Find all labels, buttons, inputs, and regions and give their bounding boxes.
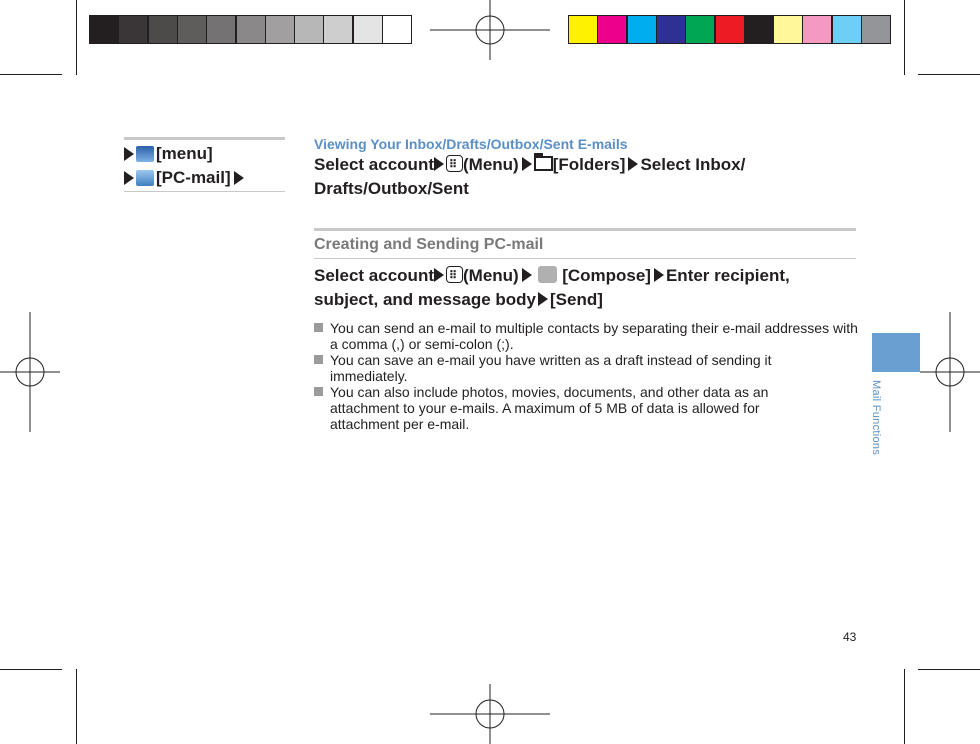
sidebar-top-rule — [124, 137, 285, 140]
sidebar-bottom-rule — [124, 191, 285, 192]
color-swatch — [294, 15, 324, 44]
creating-section-title: Creating and Sending PC-mail — [314, 236, 544, 253]
color-swatch — [861, 15, 891, 44]
bullet-square-icon — [314, 323, 323, 332]
menu-label: [menu] — [156, 144, 213, 163]
color-swatch — [148, 15, 178, 44]
color-swatch — [353, 15, 383, 44]
arrow-right-icon — [124, 171, 134, 185]
bullet-square-icon — [314, 355, 323, 364]
registration-target-bottom — [430, 684, 550, 744]
color-swatch — [802, 15, 832, 44]
crop-mark — [76, 669, 77, 744]
registration-target-left — [0, 312, 60, 432]
color-swatch — [597, 15, 627, 44]
arrow-right-icon — [434, 157, 444, 171]
color-swatch — [118, 15, 148, 44]
color-swatch — [177, 15, 207, 44]
color-swatch — [656, 15, 686, 44]
arrow-right-icon — [522, 157, 532, 171]
arrow-right-icon — [628, 157, 638, 171]
color-swatch — [832, 15, 862, 44]
page-number: 43 — [843, 630, 857, 644]
arrow-right-icon — [124, 147, 134, 161]
color-swatch — [568, 15, 598, 44]
chapter-tab-label: Mail Functions — [870, 380, 882, 456]
color-swatch — [89, 15, 119, 44]
pc-mail-icon — [136, 170, 154, 186]
arrow-right-icon — [654, 268, 664, 282]
bullet-square-icon — [314, 387, 323, 396]
color-swatch — [236, 15, 266, 44]
arrow-right-icon — [522, 268, 532, 282]
pc-mail-label: [PC-mail] — [156, 168, 231, 187]
arrow-right-icon — [234, 171, 244, 185]
color-swatch — [744, 15, 774, 44]
menu-key-icon — [446, 155, 463, 172]
crop-mark — [904, 669, 905, 744]
color-swatch — [323, 15, 353, 44]
crop-mark — [918, 669, 980, 670]
arrow-right-icon — [434, 268, 444, 282]
crop-mark — [904, 0, 905, 75]
sidebar-pcmail-step — [124, 166, 246, 190]
color-swatch — [627, 15, 657, 44]
viewing-step: Select account⠿ (Menu) [Folders] Select Inbox/ — [314, 153, 745, 177]
sidebar-menu-step — [124, 142, 213, 166]
section-rule — [314, 228, 856, 231]
menu-key-icon — [446, 266, 463, 283]
color-swatch — [382, 15, 412, 44]
registration-target-top — [430, 0, 550, 60]
viewing-section-title: Viewing Your Inbox/Drafts/Outbox/Sent E-mails — [314, 136, 628, 152]
creating-step: Select account⠿ (Menu) [Compose] Enter recipient, — [314, 264, 790, 288]
section-rule — [314, 258, 856, 259]
crop-mark — [0, 74, 62, 75]
color-swatch — [206, 15, 236, 44]
color-swatch — [715, 15, 745, 44]
color-swatch — [265, 15, 295, 44]
color-swatch — [773, 15, 803, 44]
crop-mark — [0, 669, 62, 670]
registration-target-right — [920, 312, 980, 432]
viewing-step-line2: Drafts/Outbox/Sent — [314, 179, 469, 198]
app-icon — [136, 146, 154, 162]
crop-mark — [76, 0, 77, 75]
compose-icon — [538, 266, 557, 283]
chapter-tab — [872, 333, 920, 372]
folder-icon — [534, 156, 553, 171]
arrow-right-icon — [538, 292, 548, 306]
creating-step-line2: subject, and message body [Send] — [314, 290, 603, 309]
color-swatch — [685, 15, 715, 44]
crop-mark — [918, 74, 980, 75]
